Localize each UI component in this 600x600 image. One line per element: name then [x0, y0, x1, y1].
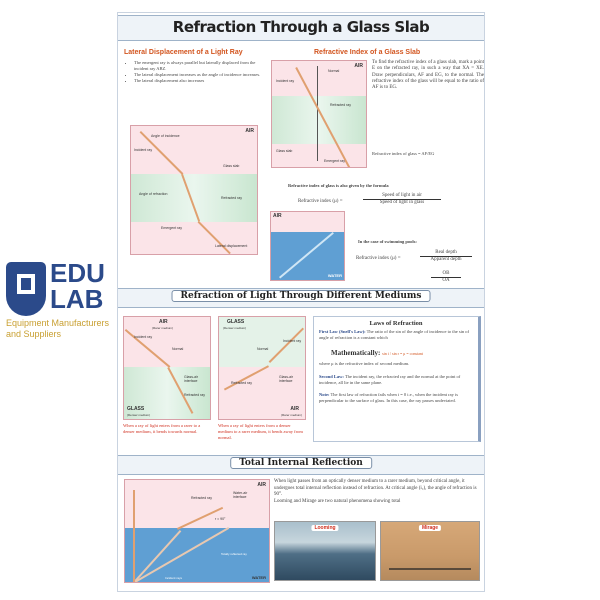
second-law-text: The incident ray, the refracted ray and the normal at the point of incidence, all lie in the same plane. — [319, 374, 461, 385]
tir-text: When light passes from an optically denser medium to a rarer medium, beyond critical angle, it undergoes total internal reflection instead of refraction. At critical angle (i꜀), the angle of refraction is 90°. — [274, 479, 477, 497]
mediums-banner — [118, 288, 484, 308]
watermark-sub: Equipment Manufacturers and Suppliers — [6, 318, 110, 339]
top-medium-label: AIR — [159, 319, 168, 325]
speed-lhs: Refractive index (μ) = — [298, 199, 343, 204]
air-label: AIR — [245, 128, 254, 134]
top-medium-label: GLASS — [227, 319, 245, 325]
air-label: AIR — [354, 63, 363, 69]
speed-numerator: Speed of light in air — [363, 193, 441, 200]
normal-label: Normal — [257, 347, 269, 351]
speed-denominator: Speed of light in glass — [379, 200, 425, 205]
first-law-text: The ratio of the sin of the angle of incidence to the sin of angle of refraction is a constant which — [319, 329, 470, 340]
tir-banner — [118, 455, 484, 475]
pool-diagram — [270, 211, 345, 281]
interface-label: Water-air interface — [233, 491, 248, 499]
refracted-label: Refracted ray — [184, 393, 206, 397]
glass-slab-label: Glass slab — [276, 149, 293, 153]
tir-text-2: Looming and Mirage are two natural phenomena showing total — [274, 498, 401, 504]
refracted-label: Refracted ray — [221, 196, 243, 200]
bullet: • The lateral displacement also increases — [134, 78, 264, 84]
poster — [117, 12, 485, 592]
second-law-label: Second Law: — [319, 374, 344, 379]
refraction-angle-label: Angle of refraction — [139, 192, 168, 196]
critical-angle-label: r = 90° — [215, 517, 226, 521]
water-label: WATER — [327, 273, 342, 278]
air-label: AIR — [257, 482, 266, 488]
emergent-label: Emergent ray — [324, 159, 346, 163]
bottom-medium-label: GLASS — [127, 406, 145, 412]
note-text: The first law of refraction fails when i = 0 i.e., when the incident ray is perpendicular to the surface of glass. In this case, the ray passes undeviated. — [319, 392, 459, 403]
math-formula: sin i / sin r = μ = constant — [382, 351, 424, 356]
looming-label: Looming — [311, 525, 338, 531]
bottom-medium-sub: (Denser medium) — [127, 413, 151, 417]
incident-label: Incident ray — [276, 79, 295, 83]
air-label: AIR — [273, 213, 282, 219]
bottom-medium-label: AIR — [290, 406, 299, 412]
incident-label: Incident ray — [283, 339, 302, 343]
math-label: Mathematically: — [331, 349, 381, 357]
medium-caption-1: When a ray of light enters from a rarer to a denser medium, it bends towards normal. — [123, 423, 201, 434]
first-law-label: First Law (Snell's Law): — [319, 329, 366, 334]
bullet: • The emergent ray is always parallel but laterally displaced from the incident ray ABZ. — [134, 60, 264, 72]
water-label: WATER — [251, 575, 266, 580]
bullet: • The lateral displacement increases as the angle of incidence increases. — [134, 72, 264, 78]
medium-caption-2: When a ray of light enters from a denser medium to a rarer medium, it bends away from normal. — [218, 423, 303, 440]
refractive-heading: Refractive Index of a Glass Slab — [314, 49, 421, 56]
refractive-formula: Refractive index of glass = AF/EG — [372, 151, 435, 156]
mirage-photo — [380, 521, 480, 581]
bottom-medium-sub: (Rarer medium) — [280, 413, 302, 417]
mirage-label: Mirage — [419, 525, 441, 531]
angle-label: Angle of incidence — [151, 134, 180, 138]
watermark-logo-icon — [6, 262, 46, 316]
speed-intro: Refractive index of glass is also given by the formula — [288, 183, 389, 188]
page-title: Refraction Through a Glass Slab — [172, 18, 430, 36]
incident-label: Incident rays — [165, 576, 183, 580]
pool-denominator: Apparent depth — [430, 257, 462, 262]
medium-diagram-2 — [218, 316, 306, 420]
pool-lhs: Refractive index (μ) = — [356, 256, 401, 261]
mediums-heading: Refraction of Light Through Different Mediums — [172, 290, 431, 302]
incident-label: Incident ray — [134, 148, 153, 152]
lateral-label: Lateral displacement — [215, 244, 248, 248]
normal-label: Normal — [328, 69, 340, 73]
laws-box — [313, 316, 481, 442]
pool-numerator: Real depth — [420, 250, 472, 257]
pool-oa: OA — [442, 278, 450, 283]
top-medium-sub: (Denser medium) — [223, 326, 247, 330]
interface-label: Glass-air interface — [184, 375, 199, 383]
reflected-label: Totally reflected ray — [221, 552, 247, 556]
looming-photo — [274, 521, 376, 581]
where-text: where μ is the refractive index of second medium. — [319, 361, 410, 366]
incident-label: Incident ray — [134, 335, 153, 339]
normal-label: Normal — [172, 347, 184, 351]
watermark-edu: EDU — [50, 258, 105, 288]
watermark-lab: LAB — [50, 284, 104, 314]
pool-intro: In the case of swimming pools: — [358, 239, 417, 244]
emergent-label: Emergent ray — [161, 226, 183, 230]
tir-diagram — [124, 479, 270, 583]
refracted-label: Refracted ray — [231, 381, 253, 385]
lateral-heading: Lateral Displacement of a Light Ray — [124, 49, 243, 56]
refracted-label: Refracted ray — [191, 496, 213, 500]
refractive-diagram — [271, 60, 367, 168]
tir-heading: Total Internal Reflection — [230, 457, 372, 469]
pool-ob: OB — [431, 271, 461, 278]
refractive-paragraph: To find the refractive index of a glass slab, mark a point E on the refracted ray, in such a way that XA = XE. Draw perpendiculars, AF and EG, to the normal. The refractive index of the glass will be equal to the ratio of AF is to EG. — [372, 60, 484, 91]
glass-slab-label: Glass slab — [223, 164, 240, 168]
laws-heading: Laws of Refraction — [369, 320, 423, 327]
interface-label: Glass-air interface — [279, 375, 294, 383]
lateral-diagram — [130, 125, 258, 255]
refracted-label: Refracted ray — [330, 103, 352, 107]
note-label: Note: — [319, 392, 330, 397]
title-banner — [118, 15, 484, 41]
top-medium-sub: (Rarer medium) — [152, 326, 174, 330]
medium-diagram-1 — [123, 316, 211, 420]
